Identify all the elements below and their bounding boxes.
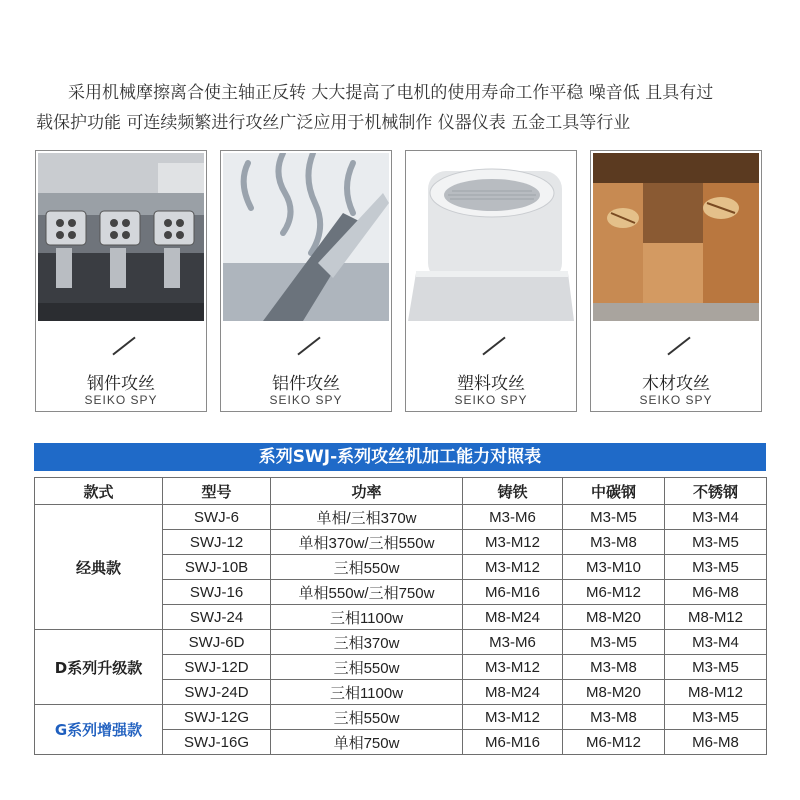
stainless-cell: M6-M8 [665, 580, 767, 605]
cast-iron-cell: M8-M24 [463, 680, 563, 705]
stainless-cell: M6-M8 [665, 730, 767, 755]
model-cell: SWJ-10B [163, 555, 271, 580]
card-subtitle: SEIKO SPY [84, 393, 158, 407]
power-cell: 单相370w/三相550w [271, 530, 463, 555]
header-cast-iron: 铸铁 [463, 478, 563, 505]
capability-table [34, 477, 767, 755]
model-cell: SWJ-6 [163, 505, 271, 530]
power-cell: 三相1100w [271, 680, 463, 705]
header-power: 功率 [271, 478, 463, 505]
cast-iron-cell: M6-M16 [463, 730, 563, 755]
card-title: 铝件攻丝 [272, 374, 340, 394]
stainless-cell: M3-M5 [665, 555, 767, 580]
intro-line-1: 采用机械摩擦离合使主轴正反转 大大提高了电机的使用寿命工作平稳 噪音低 且具有过 [68, 83, 714, 103]
divider-slash [297, 337, 320, 356]
cast-iron-cell: M3-M12 [463, 555, 563, 580]
header-stainless-steel: 不锈钢 [665, 478, 767, 505]
power-cell: 单相750w [271, 730, 463, 755]
card-subtitle: SEIKO SPY [639, 393, 713, 407]
carbon-steel-cell: M3-M5 [563, 630, 665, 655]
table-row [35, 630, 767, 655]
stainless-cell: M8-M12 [665, 680, 767, 705]
card-title: 钢件攻丝 [87, 374, 155, 394]
header-model: 型号 [163, 478, 271, 505]
steel-tapping-photo [38, 153, 204, 321]
model-cell: SWJ-6D [163, 630, 271, 655]
divider-slash [112, 337, 135, 356]
aluminum-tapping-photo [223, 153, 389, 321]
carbon-steel-cell: M3-M8 [563, 655, 665, 680]
intro-paragraph [36, 78, 776, 138]
table-row [35, 505, 767, 530]
model-cell: SWJ-12G [163, 705, 271, 730]
table-title-banner: 系列SWJ-系列攻丝机加工能力对照表 [34, 443, 766, 471]
cast-iron-cell: M8-M24 [463, 605, 563, 630]
cast-iron-cell: M3-M12 [463, 530, 563, 555]
divider-slash [482, 337, 505, 356]
cast-iron-cell: M3-M12 [463, 705, 563, 730]
stainless-cell: M3-M4 [665, 505, 767, 530]
table-row [35, 705, 767, 730]
wood-tapping-photo [593, 153, 759, 321]
carbon-steel-cell: M8-M20 [563, 605, 665, 630]
header-medium-carbon-steel: 中碳钢 [563, 478, 665, 505]
model-cell: SWJ-12D [163, 655, 271, 680]
power-cell: 三相370w [271, 630, 463, 655]
power-cell: 三相1100w [271, 605, 463, 630]
cast-iron-cell: M3-M6 [463, 505, 563, 530]
cast-iron-cell: M3-M12 [463, 655, 563, 680]
power-cell: 三相550w [271, 555, 463, 580]
stainless-cell: M3-M5 [665, 705, 767, 730]
intro-line-2: 载保护功能 可连续频繁进行攻丝广泛应用于机械制作 仪器仪表 五金工具等行业 [36, 113, 631, 133]
carbon-steel-cell: M3-M8 [563, 530, 665, 555]
header-style: 款式 [35, 478, 163, 505]
application-card-wood [590, 150, 762, 412]
card-subtitle: SEIKO SPY [454, 393, 528, 407]
group-cell-highlight: G系列增强款 [35, 705, 163, 755]
card-title: 木材攻丝 [642, 374, 710, 394]
carbon-steel-cell: M6-M12 [563, 730, 665, 755]
stainless-cell: M3-M5 [665, 530, 767, 555]
power-cell: 单相550w/三相750w [271, 580, 463, 605]
card-subtitle: SEIKO SPY [269, 393, 343, 407]
model-cell: SWJ-24D [163, 680, 271, 705]
cast-iron-cell: M6-M16 [463, 580, 563, 605]
card-title: 塑料攻丝 [457, 374, 525, 394]
table-header-row [35, 478, 767, 505]
carbon-steel-cell: M3-M5 [563, 505, 665, 530]
carbon-steel-cell: M6-M12 [563, 580, 665, 605]
power-cell: 三相550w [271, 655, 463, 680]
model-cell: SWJ-24 [163, 605, 271, 630]
group-cell: 经典款 [35, 505, 163, 630]
power-cell: 三相550w [271, 705, 463, 730]
application-card-plastic [405, 150, 577, 412]
model-cell: SWJ-16 [163, 580, 271, 605]
carbon-steel-cell: M8-M20 [563, 680, 665, 705]
carbon-steel-cell: M3-M10 [563, 555, 665, 580]
plastic-tapping-photo [408, 153, 574, 321]
model-cell: SWJ-16G [163, 730, 271, 755]
stainless-cell: M8-M12 [665, 605, 767, 630]
model-cell: SWJ-12 [163, 530, 271, 555]
divider-slash [667, 337, 690, 356]
stainless-cell: M3-M5 [665, 655, 767, 680]
application-card-aluminum [220, 150, 392, 412]
stainless-cell: M3-M4 [665, 630, 767, 655]
carbon-steel-cell: M3-M8 [563, 705, 665, 730]
application-card-steel [35, 150, 207, 412]
cast-iron-cell: M3-M6 [463, 630, 563, 655]
power-cell: 单相/三相370w [271, 505, 463, 530]
group-cell: D系列升级款 [35, 630, 163, 705]
